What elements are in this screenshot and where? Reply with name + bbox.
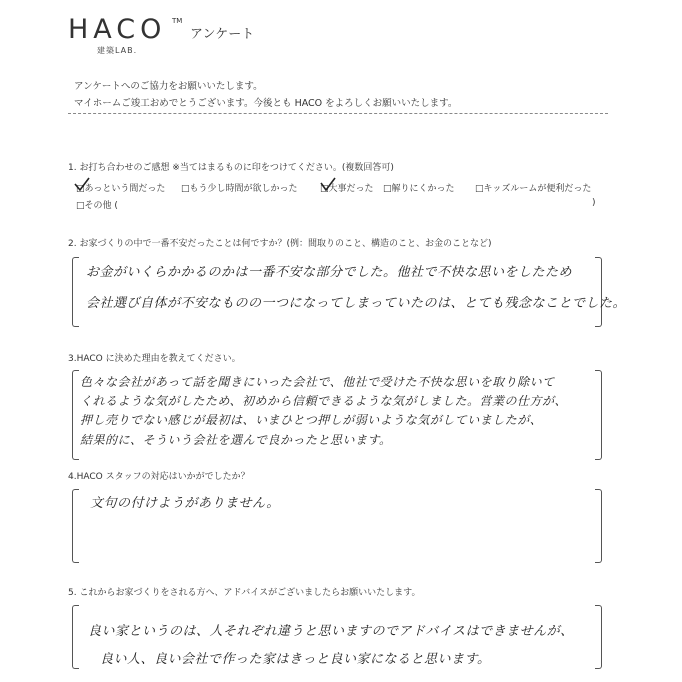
haco-logo: HACO (68, 14, 167, 45)
q5-answer-line-2: 良い人、良い会社で作った家はきっと良い家になると思います。 (100, 652, 491, 667)
answer-bracket-left (72, 605, 79, 669)
divider (68, 113, 608, 114)
q5-answer-line-1: 良い家というのは、人それぞれ違うと思いますのでアドバイスはできませんが、 (88, 624, 574, 639)
survey-subtitle: アンケート (190, 27, 255, 42)
answer-bracket-right (595, 370, 602, 460)
q2-answer-line-1: お金がいくらかかるのかは一番不安な部分でした。他社で不快な思いをしたため (86, 265, 573, 280)
trademark-mark: TM (172, 17, 183, 25)
lab-label: 建築LAB. (97, 46, 138, 55)
q1-option-4[interactable]: □解りにくかった (383, 184, 455, 194)
answer-bracket-left (72, 489, 79, 563)
answer-bracket-right (595, 605, 602, 669)
q3-answer-line-1: 色々な会社があって話を聞きにいった会社で、他社で受けた不快な思いを取り除いて (80, 375, 555, 389)
q2-title: 2. お家づくりの中で一番不安だったことは何ですか？(例：間取りのこと、構造のこと、お金のことなど) (68, 239, 492, 249)
answer-bracket-left (72, 257, 79, 327)
q1-title: 1. お打ち合わせのご感想 ※当てはまるものに印をつけてください。(複数回答可) (68, 163, 394, 173)
q3-answer-line-2: くれるような気がしたため、初めから信頼できるような気がしました。営業の仕方が、 (80, 394, 568, 408)
q4-answer-line-1: 文句の付けようがありません。 (90, 496, 280, 511)
q1-option-1[interactable]: □あっという間だった (76, 184, 166, 194)
q4-title: 4.HACO スタッフの対応はいかがでしたか？ (68, 472, 250, 482)
answer-bracket-right (595, 489, 602, 563)
q1-option-3[interactable]: □大事だった (320, 184, 374, 194)
q2-answer-line-2: 会社選び自体が不安なものの一つになってしまっていたのは、とても残念なことでした。 (86, 296, 627, 311)
q1-other-label[interactable]: □その他 ( (76, 201, 118, 211)
q3-title: 3.HACO に決めた理由を教えてください。 (68, 354, 241, 364)
intro-line-1: アンケートへのご協力をお願いいたします。 (74, 81, 263, 92)
q1-option-2[interactable]: □もう少し時間が欲しかった (181, 184, 298, 194)
answer-bracket-left (72, 370, 79, 460)
q3-answer-line-4: 結果的に、そういう会社を選んで良かったと思います。 (80, 433, 392, 447)
q1-option-5[interactable]: □キッズルームが便利だった (475, 184, 592, 194)
intro-line-2: マイホームご竣工おめでとうございます。今後とも HACO をよろしくお願いいたします。 (74, 98, 458, 109)
check-mark-icon (318, 176, 338, 192)
q3-answer-line-3: 押し売りでない感じが最初は、いまひとつ押しが弱いような気がしていましたが、 (80, 413, 543, 427)
q1-other-close: ) (592, 198, 596, 208)
q5-title: 5. これからお家づくりをされる方へ、アドバイスがございましたらお願いいたします。 (68, 588, 421, 598)
check-mark-icon (72, 176, 92, 192)
